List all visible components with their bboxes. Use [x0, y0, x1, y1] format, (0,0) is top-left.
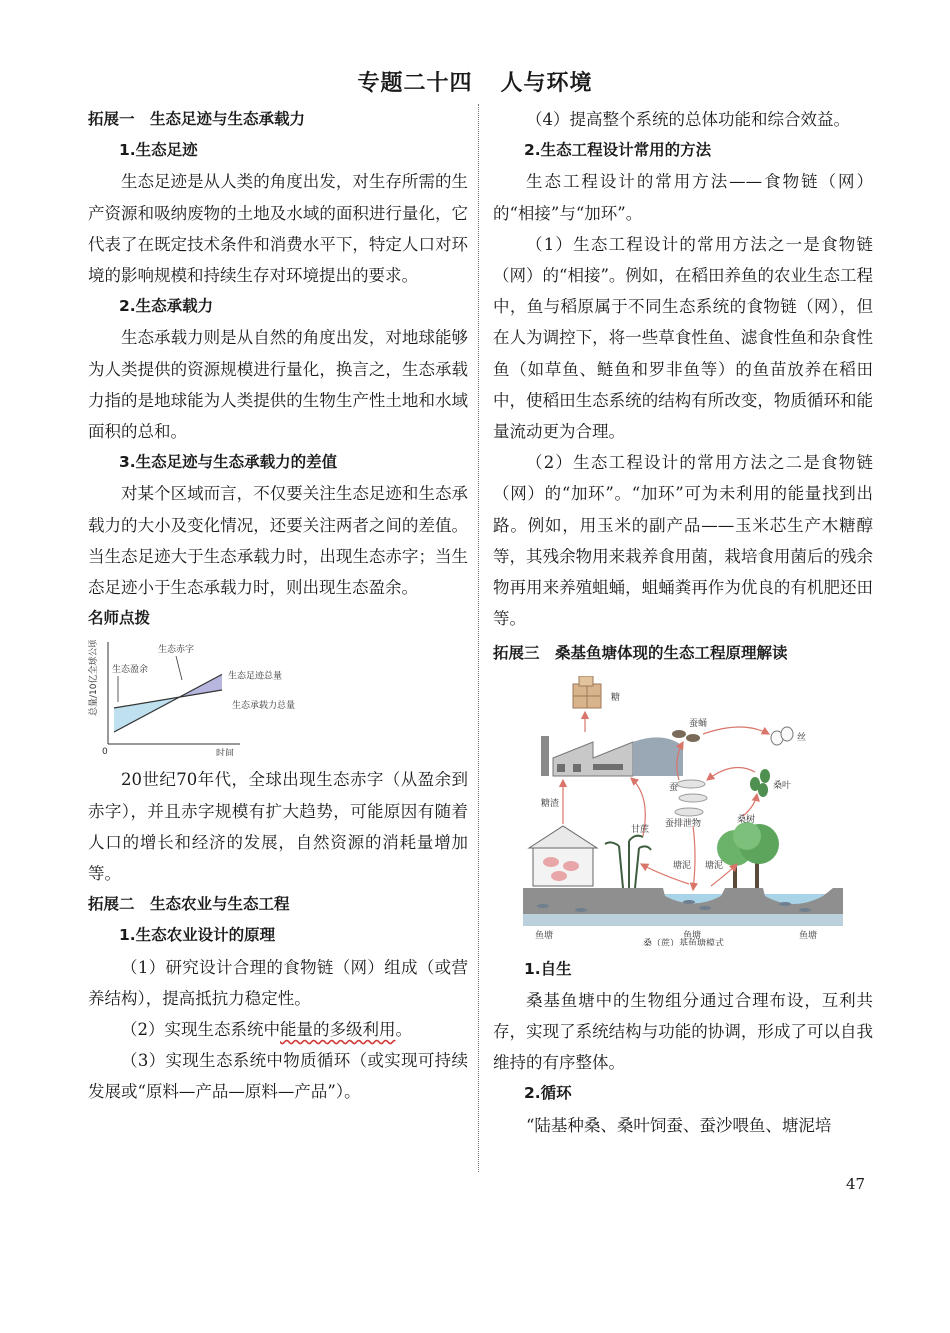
p2-item1: （1）生态工程设计的常用方法之一是食物链（网）的“相接”。例如，在稻田养鱼的农业生态工程中，鱼与稻原属于不同生态系统的食物链（网），但在人为调控下，将一些草食性鱼、滤食性鱼和杂食性鱼（如草鱼、鲢鱼和罗非鱼等）的鱼苗放养在稻田中，使稻田生态系统的结构有所改变，物质循环和能量流动更为合理。 — [493, 234, 873, 442]
p1-item2-suffix: 。 — [395, 1020, 412, 1040]
origin-label: 0 — [102, 747, 108, 757]
label-pond-mud-2: 塘泥 — [705, 860, 724, 871]
p2-item2: （2）生态工程设计的常用方法之二是食物链（网）的“加环”。“加环”可为未利用的能量找到出路。例如，用玉米的副产品——玉米芯生产木糖醇等，其残余物用来栽养食用菌，栽培食用菌后的残余物再用来养殖蛆蛹，蛆蛹粪再作为优良的有机肥还田等。 — [493, 453, 873, 629]
label-silkworm: 蚕 — [669, 782, 679, 793]
legend-capacity: 生态承载力总量 — [232, 701, 296, 712]
silk-icon — [771, 727, 793, 745]
cocoon-icon — [672, 730, 700, 742]
mulberry-trees-icon — [717, 822, 779, 888]
pig-shed-icon — [529, 826, 597, 886]
label-silkworm-waste: 蚕排泄物 — [665, 818, 702, 829]
label-silk: 丝 — [797, 732, 807, 743]
footprint-chart — [88, 640, 468, 756]
series-line-capacity — [114, 690, 222, 708]
column-divider — [478, 104, 479, 1172]
page-title — [0, 66, 950, 97]
y-axis-label: 总量/10亿全球公顷 — [89, 640, 99, 717]
p1-heading: 1.生态农业设计的原理 — [119, 926, 276, 945]
ext2-heading: 拓展二 生态农业与生态工程 — [88, 895, 290, 914]
p2-intro: 生态工程设计的常用方法——食物链（网）的“相接”与“加环”。 — [493, 172, 873, 223]
label-sugar: 糖 — [611, 692, 621, 703]
ext3-heading: 拓展三 桑基鱼塘体现的生态工程原理解读 — [493, 644, 788, 663]
sugarcane-icon — [605, 835, 651, 887]
s1-text: 生态足迹是从人类的角度出发，对生存所需的生产资源和吸纳废物的土地及水域的面积进行量化，它代表了在既定技术条件和消费水平下，特定人口对环境的影响规模和持续生存对环境提出的要求。 — [88, 172, 468, 286]
right-column — [493, 104, 873, 1141]
s3-text: 对某个区域而言，不仅要关注生态足迹和生态承载力的大小及变化情况，还要关注两者之间的差值。当生态足迹大于生态承载力时，出现生态赤字；当生态足迹小于生态承载力时，则出现生态盈余。 — [88, 484, 468, 598]
p1-item1: （1）研究设计合理的食物链（网）组成（或营养结构），提高抵抗力稳定性。 — [88, 957, 468, 1008]
water-bottom — [523, 914, 843, 926]
s3-heading: 3.生态足迹与生态承载力的差值 — [119, 453, 338, 472]
sugar-boxes-icon — [573, 676, 601, 708]
r2-text: “陆基种桑、桑叶饲蚕、蚕沙喂鱼、塘泥培 — [526, 1115, 832, 1135]
page-number: 47 — [846, 1175, 866, 1193]
title-number: 专题二十四 — [357, 71, 473, 96]
label-sugarcane: 甘蔗 — [631, 824, 650, 835]
series-line-footprint — [114, 675, 222, 733]
s2-heading: 2.生态承载力 — [119, 297, 214, 316]
chart-caption: 20世纪70年代，全球出现生态赤字（从盈余到赤字），并且赤字规模有扩大趋势，可能原因有随着人口的增长和经济的发展，自然资源的消耗量增加等。 — [88, 770, 468, 884]
sugar-factory-icon — [541, 736, 683, 776]
annotation-surplus: 生态盈余 — [112, 665, 149, 676]
label-mulberry-leaf: 桑叶 — [773, 780, 792, 791]
label-pond-mud-1: 塘泥 — [673, 860, 692, 871]
title-text: 人与环境 — [500, 71, 593, 96]
diagram-svg — [493, 676, 873, 946]
s1-heading: 1.生态足迹 — [119, 141, 198, 160]
left-column — [88, 104, 468, 1108]
diagram-caption: 桑（蔗）基鱼塘模式 — [643, 938, 725, 946]
mulberry-fish-pond-diagram — [493, 676, 873, 946]
label-mulberry-tree: 桑树 — [737, 814, 756, 825]
p1-item2 — [88, 1014, 468, 1045]
footprint-chart-svg — [88, 640, 468, 756]
tip-heading: 名师点拨 — [88, 609, 151, 628]
s2-text: 生态承载力则是从自然的角度出发，对地球能够为人类提供的资源规模进行量化，换言之，生态承载力指的是地球能为人类提供的生物生产性土地和水域面积的总和。 — [88, 328, 468, 442]
mulberry-leaf-icon — [750, 769, 770, 797]
annotation-deficit-pointer — [176, 656, 182, 680]
label-fish-pond-1: 鱼塘 — [535, 930, 554, 941]
label-fish-pond-3: 鱼塘 — [799, 930, 818, 941]
legend-footprint: 生态足迹总量 — [228, 671, 283, 682]
annotation-deficit: 生态赤字 — [158, 645, 195, 656]
label-bagasse: 糖渣 — [541, 798, 560, 809]
r1-text: 桑基鱼塘中的生物组分通过合理布设，互利共存，实现了系统结构与功能的协调，形成了可以自我维持的有序整体。 — [493, 990, 873, 1073]
p1-item2-prefix: （2）实现生态系统中 — [121, 1020, 280, 1040]
label-cocoon: 蚕蛹 — [689, 718, 708, 729]
silkworm-icon — [675, 780, 707, 816]
x-axis-label: 时间 — [216, 749, 235, 757]
p1-item3: （3）实现生态系统中物质循环（或实现可持续发展或“原料—产品—原料—产品”）。 — [88, 1051, 468, 1102]
r2-heading: 2.循环 — [524, 1084, 572, 1103]
r1-heading: 1.自生 — [524, 959, 572, 978]
p1-item4: （4）提高整个系统的总体功能和综合效益。 — [526, 110, 850, 129]
p2-heading: 2.生态工程设计常用的方法 — [524, 141, 712, 160]
p1-item2-underlined: 能量的多级利用 — [280, 1020, 396, 1040]
label-fish-pond-2: 鱼塘 — [683, 930, 702, 941]
ext1-heading: 拓展一 生态足迹与生态承载力 — [88, 110, 306, 128]
